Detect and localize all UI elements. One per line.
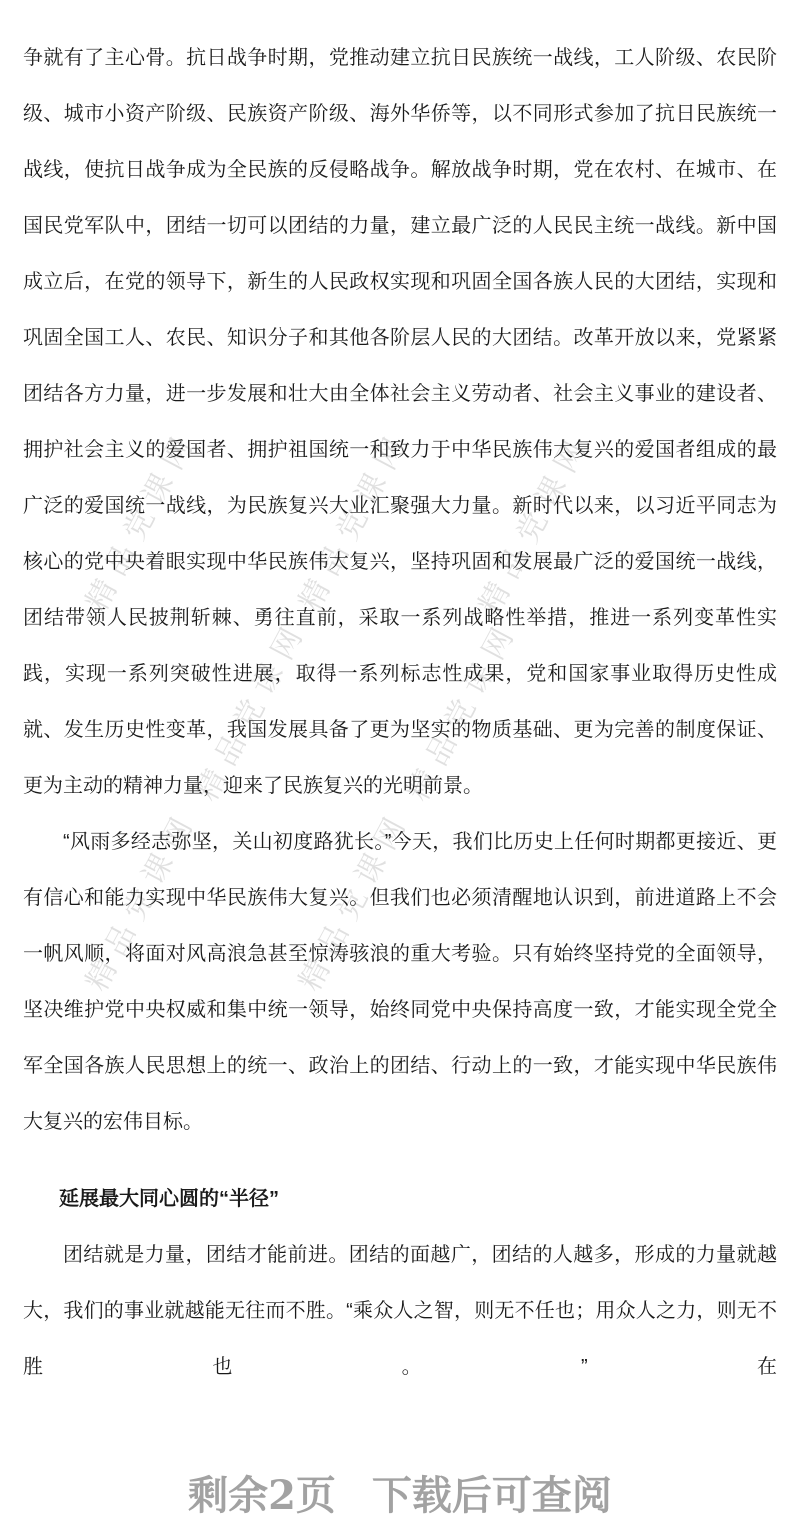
- watermark-text: 精品党课网: [293, 804, 417, 997]
- preview-footer: [23, 1472, 777, 1520]
- download-hint-label: 下载后可查阅: [371, 1472, 612, 1519]
- watermark-text: 精品党课网: [401, 614, 525, 807]
- watermark-text: 精品党课网: [80, 804, 204, 997]
- watermark-text: 精品党课网: [190, 614, 314, 807]
- section-heading-concentric-circle: 延展最大同心圆的“半径”: [59, 1188, 279, 1210]
- paragraph-rejuvenation-outlook: “风雨多经志弥坚，关山初度路犹长。”今天，我们比历史上任何时期都更接近、更有信心和能力实现中华民族伟大复兴。但我们也必须清醒地认识到，前进道路上不会一帆风顺，将面对风高浪急甚至惊涛骇浪的重大考验。只有始终坚持党的全面领导，坚决维护党中央权威和集中统一领导，始终同党中央保持高度一致，才能实现全党全军全国各族人民思想上的统一、政治上的团结、行动上的一致，才能实现中华民族伟大复兴的宏伟目标。: [23, 831, 777, 1133]
- pages-remaining-label: 剩余2页: [188, 1472, 336, 1519]
- paragraph-united-front-history: 争就有了主心骨。抗日战争时期，党推动建立抗日民族统一战线，工人阶级、农民阶级、城市小资产阶级、民族资产阶级、海外华侨等，以不同形式参加了抗日民族统一战线，使抗日战争成为全民族的反侵略战争。解放战争时期，党在农村、在城市、在国民党军队中，团结一切可以团结的力量，建立最广泛的人民民主统一战线。新中国成立后，在党的领导下，新生的人民政权实现和巩固全国各族人民的大团结，实现和巩固全国工人、农民、知识分子和其他各阶层人民的大团结。改革开放以来，党紧紧团结各方力量，进一步发展和壮大由全体社会主义劳动者、社会主义事业的建设者、拥护社会主义的爱国者、拥护祖国统一和致力于中华民族伟大复兴的爱国者组成的最广泛的爱国统一战线，为民族复兴大业汇聚强大力量。新时代以来，以习近平同志为核心的党中央着眼实现中华民族伟大复兴，坚持巩固和发展最广泛的爱国统一战线，团结带领人民披荆斩棘、勇往直前，采取一系列战略性举措，推进一系列变革性实践，实现一系列突破性进展，取得一系列标志性成果，党和国家事业取得历史性成就、发生历史性变革，我国发展具备了更为坚实的物质基础、更为完善的制度保证、更为主动的精神力量，迎来了民族复兴的光明前景。: [23, 47, 777, 797]
- watermark-text: 精品党课网: [293, 424, 417, 617]
- watermark-text: 精品党课网: [473, 427, 597, 620]
- paragraph-unity-is-strength: 团结就是力量，团结才能前进。团结的面越广，团结的人越多，形成的力量就越大，我们的事业就越能无往而不胜。“乘众人之智，则无不任也；用众人之力，则无不胜也。”在: [23, 1244, 777, 1378]
- watermark-text: 精品党课网: [80, 424, 204, 617]
